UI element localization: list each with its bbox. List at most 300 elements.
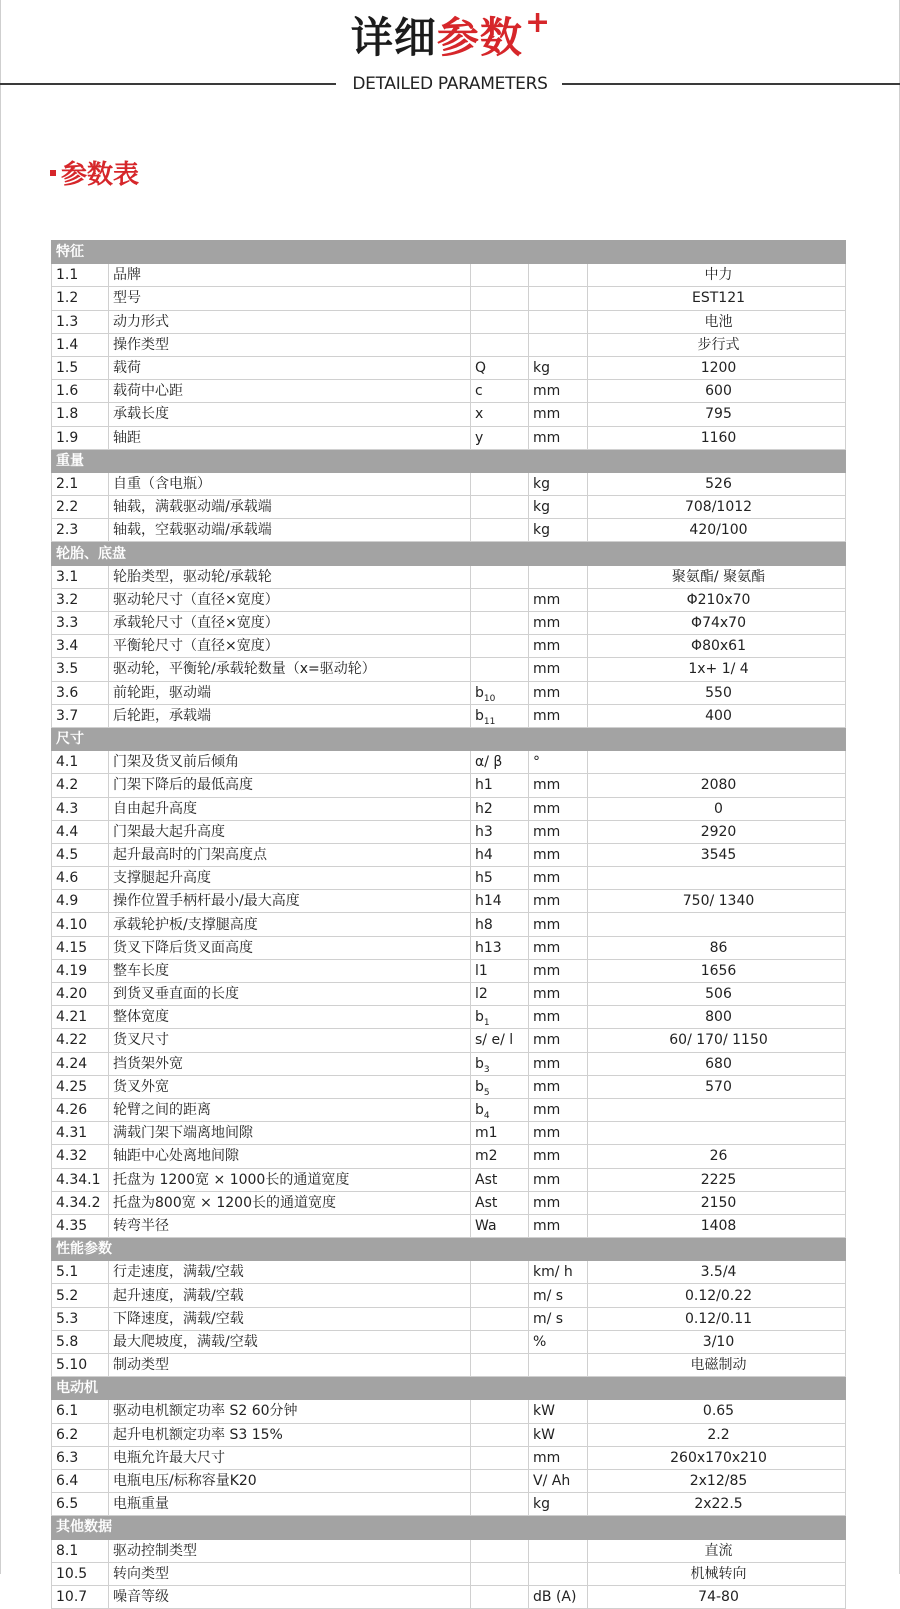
title-part-1: 详细 (350, 13, 437, 62)
param-name-cell: 制动类型 (109, 1354, 471, 1377)
param-value-cell: Φ210x70 (588, 588, 846, 611)
param-code-cell: 1.1 (52, 264, 109, 287)
param-unit-cell: mm (529, 635, 588, 658)
param-code-cell: 1.6 (52, 380, 109, 403)
table-row (52, 1493, 846, 1516)
param-value-cell: 1408 (588, 1214, 846, 1237)
param-name-cell: 动力形式 (109, 310, 471, 333)
param-value-cell: 2225 (588, 1168, 846, 1191)
param-value-cell: 3/10 (588, 1330, 846, 1353)
param-name-cell: 转弯半径 (109, 1214, 471, 1237)
param-unit-cell: mm (529, 843, 588, 866)
param-unit-cell (529, 1354, 588, 1377)
param-code-cell: 3.1 (52, 565, 109, 588)
param-value-cell: 机械转向 (588, 1562, 846, 1585)
param-code-cell: 3.3 (52, 612, 109, 635)
param-code-cell: 5.1 (52, 1261, 109, 1284)
table-row (52, 1214, 846, 1237)
param-unit-cell: mm (529, 681, 588, 704)
param-unit-cell: mm (529, 936, 588, 959)
param-code-cell: 1.8 (52, 403, 109, 426)
param-symbol-cell: h3 (471, 820, 529, 843)
param-value-cell: 2920 (588, 820, 846, 843)
param-unit-cell: mm (529, 774, 588, 797)
param-value-cell: 1160 (588, 426, 846, 449)
param-symbol-cell (471, 658, 529, 681)
param-value-cell: 506 (588, 983, 846, 1006)
param-code-cell: 5.8 (52, 1330, 109, 1353)
param-name-cell: 操作位置手柄杆最小/最大高度 (109, 890, 471, 913)
param-value-cell: 86 (588, 936, 846, 959)
param-code-cell: 4.34.1 (52, 1168, 109, 1191)
param-name-cell: 自由起升高度 (109, 797, 471, 820)
table-row (52, 820, 846, 843)
param-value-cell: 1200 (588, 356, 846, 379)
param-symbol-cell: l2 (471, 983, 529, 1006)
param-value-cell (588, 1098, 846, 1121)
param-code-cell: 10.5 (52, 1562, 109, 1585)
param-symbol-cell: h2 (471, 797, 529, 820)
param-unit-cell: mm (529, 1191, 588, 1214)
table-row (52, 704, 846, 727)
param-name-cell: 前轮距，驱动端 (109, 681, 471, 704)
param-code-cell: 4.31 (52, 1122, 109, 1145)
param-symbol-cell: h13 (471, 936, 529, 959)
param-name-cell: 轴距中心处离地间隙 (109, 1145, 471, 1168)
param-code-cell: 4.3 (52, 797, 109, 820)
param-symbol-cell (471, 565, 529, 588)
param-value-cell: 570 (588, 1075, 846, 1098)
param-name-cell: 承载长度 (109, 403, 471, 426)
param-code-cell: 3.2 (52, 588, 109, 611)
param-code-cell: 4.25 (52, 1075, 109, 1098)
param-code-cell: 1.9 (52, 426, 109, 449)
page-subtitle: DETAILED PARAMETERS (352, 74, 548, 94)
param-name-cell: 电瓶电压/标称容量K20 (109, 1469, 471, 1492)
param-symbol-cell (471, 310, 529, 333)
table-row (52, 1423, 846, 1446)
param-unit-cell: V/ Ah (529, 1469, 588, 1492)
param-code-cell: 3.7 (52, 704, 109, 727)
param-value-cell: 795 (588, 403, 846, 426)
param-unit-cell: mm (529, 658, 588, 681)
param-code-cell: 4.1 (52, 751, 109, 774)
param-symbol-cell (471, 519, 529, 542)
param-symbol-cell: $b_{10}$ (471, 681, 529, 704)
param-name-cell: 轮臂之间的距离 (109, 1098, 471, 1121)
param-symbol-cell (471, 333, 529, 356)
param-symbol-cell: h8 (471, 913, 529, 936)
param-symbol-cell (471, 1493, 529, 1516)
subscript: 4 (483, 1110, 490, 1121)
param-unit-cell (529, 287, 588, 310)
param-code-cell: 2.2 (52, 496, 109, 519)
param-symbol-cell: $b_{11}$ (471, 704, 529, 727)
subscript: 3 (483, 1064, 490, 1075)
table-row (52, 287, 846, 310)
table-row (52, 658, 846, 681)
param-value-cell: 2150 (588, 1191, 846, 1214)
page-title (0, 5, 900, 71)
param-symbol-cell (471, 1307, 529, 1330)
param-symbol-cell: Ast (471, 1168, 529, 1191)
param-unit-cell: mm (529, 1029, 588, 1052)
param-code-cell: 4.34.2 (52, 1191, 109, 1214)
param-code-cell: 3.5 (52, 658, 109, 681)
page-header (0, 0, 900, 100)
param-unit-cell: kg (529, 356, 588, 379)
param-name-cell: 驱动轮尺寸（直径×宽度） (109, 588, 471, 611)
param-symbol-cell: y (471, 426, 529, 449)
param-symbol-cell: h14 (471, 890, 529, 913)
param-symbol-cell (471, 612, 529, 635)
param-code-cell: 3.4 (52, 635, 109, 658)
param-symbol-cell (471, 1261, 529, 1284)
param-name-cell: 整车长度 (109, 959, 471, 982)
param-unit-cell: dB (A) (529, 1585, 588, 1608)
param-symbol-cell: l1 (471, 959, 529, 982)
param-name-cell: 平衡轮尺寸（直径×宽度） (109, 635, 471, 658)
param-value-cell: 1656 (588, 959, 846, 982)
param-symbol-cell: $b_4$ (471, 1098, 529, 1121)
param-code-cell: 2.3 (52, 519, 109, 542)
param-value-cell: 420/100 (588, 519, 846, 542)
param-name-cell: 驱动轮，平衡轮/承载轮数量（x=驱动轮） (109, 658, 471, 681)
section-heading (50, 154, 139, 191)
param-symbol-cell: s/ e/ l (471, 1029, 529, 1052)
param-value-cell: 电磁制动 (588, 1354, 846, 1377)
param-name-cell: 起升速度，满载/空载 (109, 1284, 471, 1307)
param-value-cell: 2.2 (588, 1423, 846, 1446)
table-row (52, 867, 846, 890)
param-unit-cell: mm (529, 1075, 588, 1098)
param-value-cell: 1x+ 1/ 4 (588, 658, 846, 681)
param-code-cell: 1.3 (52, 310, 109, 333)
param-code-cell: 4.21 (52, 1006, 109, 1029)
param-value-cell: Φ80x61 (588, 635, 846, 658)
table-row (52, 1354, 846, 1377)
param-name-cell: 轴载，空载驱动端/承载端 (109, 519, 471, 542)
table-row (52, 681, 846, 704)
param-symbol-cell: $b_1$ (471, 1006, 529, 1029)
param-value-cell: 0.12/0.22 (588, 1284, 846, 1307)
param-value-cell (588, 913, 846, 936)
param-value-cell: EST121 (588, 287, 846, 310)
table-row (52, 1075, 846, 1098)
param-value-cell: Φ74x70 (588, 612, 846, 635)
param-unit-cell: mm (529, 890, 588, 913)
param-value-cell: 0.65 (588, 1400, 846, 1423)
param-value-cell: 2x22.5 (588, 1493, 846, 1516)
param-symbol-cell: h5 (471, 867, 529, 890)
param-value-cell: 550 (588, 681, 846, 704)
param-symbol-cell: $b_5$ (471, 1075, 529, 1098)
param-name-cell: 起升电机额定功率 S3 15% (109, 1423, 471, 1446)
param-code-cell: 4.6 (52, 867, 109, 890)
param-name-cell: 货叉尺寸 (109, 1029, 471, 1052)
param-name-cell: 转向类型 (109, 1562, 471, 1585)
param-name-cell: 托盘为800宽 × 1200长的通道宽度 (109, 1191, 471, 1214)
param-name-cell: 行走速度，满载/空载 (109, 1261, 471, 1284)
table-row (52, 403, 846, 426)
param-name-cell: 整体宽度 (109, 1006, 471, 1029)
param-name-cell: 承载轮护板/支撑腿高度 (109, 913, 471, 936)
param-symbol-cell: h1 (471, 774, 529, 797)
param-unit-cell: ° (529, 751, 588, 774)
param-code-cell: 4.2 (52, 774, 109, 797)
param-value-cell: 600 (588, 380, 846, 403)
param-unit-cell: kg (529, 1493, 588, 1516)
param-symbol-cell (471, 1539, 529, 1562)
param-unit-cell: kg (529, 472, 588, 495)
param-name-cell: 满载门架下端离地间隙 (109, 1122, 471, 1145)
param-name-cell: 下降速度，满载/空载 (109, 1307, 471, 1330)
param-symbol-cell (471, 1284, 529, 1307)
param-code-cell: 4.19 (52, 959, 109, 982)
group-header-row (52, 1238, 846, 1261)
table-row (52, 1307, 846, 1330)
param-name-cell: 支撑腿起升高度 (109, 867, 471, 890)
param-name-cell: 驱动控制类型 (109, 1539, 471, 1562)
table-row (52, 797, 846, 820)
param-symbol-cell (471, 1354, 529, 1377)
param-symbol-cell (471, 1446, 529, 1469)
param-value-cell: 直流 (588, 1539, 846, 1562)
param-symbol-cell (471, 496, 529, 519)
param-unit-cell: mm (529, 1446, 588, 1469)
group-header-label: 性能参数 (52, 1238, 846, 1261)
param-unit-cell (529, 1539, 588, 1562)
param-symbol-cell (471, 1330, 529, 1353)
table-row (52, 774, 846, 797)
param-unit-cell: kW (529, 1423, 588, 1446)
param-unit-cell (529, 565, 588, 588)
param-value-cell (588, 867, 846, 890)
param-symbol-cell: x (471, 403, 529, 426)
param-code-cell: 3.6 (52, 681, 109, 704)
param-code-cell: 4.20 (52, 983, 109, 1006)
param-symbol-cell (471, 1423, 529, 1446)
group-header-label: 电动机 (52, 1377, 846, 1400)
param-value-cell: 步行式 (588, 333, 846, 356)
param-code-cell: 5.2 (52, 1284, 109, 1307)
param-unit-cell (529, 333, 588, 356)
plus-icon: + (524, 5, 552, 40)
param-symbol-cell (471, 264, 529, 287)
table-row (52, 1539, 846, 1562)
param-unit-cell: mm (529, 1098, 588, 1121)
param-name-cell: 轴距 (109, 426, 471, 449)
param-code-cell: 6.4 (52, 1469, 109, 1492)
param-code-cell: 5.3 (52, 1307, 109, 1330)
param-value-cell: 聚氨酯/ 聚氨酯 (588, 565, 846, 588)
param-symbol-cell: $b_3$ (471, 1052, 529, 1075)
param-code-cell: 4.24 (52, 1052, 109, 1075)
param-symbol-cell (471, 287, 529, 310)
page-border-left (0, 0, 1, 1574)
param-name-cell: 起升最高时的门架高度点 (109, 843, 471, 866)
param-code-cell: 1.4 (52, 333, 109, 356)
section-title: 参数表 (61, 160, 140, 190)
param-code-cell: 6.1 (52, 1400, 109, 1423)
param-value-cell: 526 (588, 472, 846, 495)
param-unit-cell: kW (529, 1400, 588, 1423)
table-row (52, 959, 846, 982)
param-unit-cell: kg (529, 519, 588, 542)
param-name-cell: 到货叉垂直面的长度 (109, 983, 471, 1006)
table-row (52, 1469, 846, 1492)
param-unit-cell (529, 264, 588, 287)
param-symbol-cell: Wa (471, 1214, 529, 1237)
group-header-row (52, 1377, 846, 1400)
table-row (52, 333, 846, 356)
table-row (52, 588, 846, 611)
param-unit-cell: mm (529, 959, 588, 982)
param-value-cell: 2x12/85 (588, 1469, 846, 1492)
param-unit-cell: mm (529, 426, 588, 449)
table-row (52, 1098, 846, 1121)
param-unit-cell: mm (529, 1052, 588, 1075)
param-value-cell (588, 1122, 846, 1145)
param-code-cell: 4.9 (52, 890, 109, 913)
param-symbol-cell: m1 (471, 1122, 529, 1145)
param-value-cell: 400 (588, 704, 846, 727)
param-value-cell: 中力 (588, 264, 846, 287)
param-unit-cell: mm (529, 913, 588, 936)
param-name-cell: 托盘为 1200宽 × 1000长的通道宽度 (109, 1168, 471, 1191)
param-name-cell: 货叉外宽 (109, 1075, 471, 1098)
param-value-cell: 74-80 (588, 1585, 846, 1608)
param-code-cell: 10.7 (52, 1585, 109, 1608)
param-unit-cell: mm (529, 1006, 588, 1029)
param-value-cell: 26 (588, 1145, 846, 1168)
param-name-cell: 最大爬坡度，满载/空载 (109, 1330, 471, 1353)
title-part-2: 参数 (436, 13, 523, 62)
param-name-cell: 操作类型 (109, 333, 471, 356)
param-name-cell: 噪音等级 (109, 1585, 471, 1608)
group-header-label: 尺寸 (52, 727, 846, 750)
param-symbol-cell: Q (471, 356, 529, 379)
param-name-cell: 电瓶允许最大尺寸 (109, 1446, 471, 1469)
param-name-cell: 门架下降后的最低高度 (109, 774, 471, 797)
table-row (52, 1446, 846, 1469)
param-unit-cell: mm (529, 588, 588, 611)
table-row (52, 1052, 846, 1075)
table-row (52, 1191, 846, 1214)
param-unit-cell: kg (529, 496, 588, 519)
table-row (52, 751, 846, 774)
group-header-label: 特征 (52, 241, 846, 264)
param-name-cell: 载荷 (109, 356, 471, 379)
group-header-row (52, 449, 846, 472)
square-bullet-icon (50, 170, 56, 176)
param-value-cell: 电池 (588, 310, 846, 333)
table-row (52, 472, 846, 495)
param-code-cell: 4.35 (52, 1214, 109, 1237)
table-row (52, 890, 846, 913)
table-row (52, 913, 846, 936)
param-unit-cell: mm (529, 1214, 588, 1237)
param-symbol-cell (471, 1469, 529, 1492)
table-row (52, 519, 846, 542)
group-header-label: 其他数据 (52, 1516, 846, 1539)
param-symbol-cell (471, 588, 529, 611)
table-row (52, 310, 846, 333)
table-row (52, 380, 846, 403)
param-name-cell: 挡货架外宽 (109, 1052, 471, 1075)
subscript: 1 (483, 1018, 490, 1029)
param-code-cell: 6.2 (52, 1423, 109, 1446)
table-row (52, 1029, 846, 1052)
param-symbol-cell: m2 (471, 1145, 529, 1168)
table-row (52, 356, 846, 379)
parameter-table-body (52, 241, 846, 1609)
param-unit-cell: m/ s (529, 1307, 588, 1330)
table-row (52, 1261, 846, 1284)
table-row (52, 426, 846, 449)
param-value-cell: 680 (588, 1052, 846, 1075)
param-code-cell: 4.4 (52, 820, 109, 843)
subscript: 5 (483, 1087, 490, 1098)
table-row (52, 843, 846, 866)
param-unit-cell: mm (529, 1122, 588, 1145)
param-symbol-cell: h4 (471, 843, 529, 866)
group-header-label: 重量 (52, 449, 846, 472)
param-unit-cell: mm (529, 983, 588, 1006)
param-code-cell: 2.1 (52, 472, 109, 495)
param-unit-cell: mm (529, 820, 588, 843)
param-unit-cell: mm (529, 612, 588, 635)
param-value-cell: 3545 (588, 843, 846, 866)
param-symbol-cell: c (471, 380, 529, 403)
param-unit-cell: mm (529, 1145, 588, 1168)
group-header-row (52, 1516, 846, 1539)
param-unit-cell (529, 310, 588, 333)
table-row (52, 1122, 846, 1145)
param-symbol-cell (471, 1585, 529, 1608)
table-row (52, 565, 846, 588)
parameter-table (51, 240, 846, 1609)
param-value-cell: 2080 (588, 774, 846, 797)
param-symbol-cell (471, 472, 529, 495)
param-code-cell: 4.22 (52, 1029, 109, 1052)
param-unit-cell: mm (529, 867, 588, 890)
param-code-cell: 8.1 (52, 1539, 109, 1562)
param-code-cell: 4.15 (52, 936, 109, 959)
param-value-cell: 800 (588, 1006, 846, 1029)
table-row (52, 264, 846, 287)
param-name-cell: 驱动电机额定功率 S2 60分钟 (109, 1400, 471, 1423)
param-name-cell: 承载轮尺寸（直径×宽度） (109, 612, 471, 635)
param-code-cell: 1.5 (52, 356, 109, 379)
param-unit-cell: % (529, 1330, 588, 1353)
param-code-cell: 4.32 (52, 1145, 109, 1168)
param-value-cell: 0.12/0.11 (588, 1307, 846, 1330)
param-value-cell: 60/ 170/ 1150 (588, 1029, 846, 1052)
param-name-cell: 货叉下降后货叉面高度 (109, 936, 471, 959)
param-code-cell: 1.2 (52, 287, 109, 310)
group-header-label: 轮胎、底盘 (52, 542, 846, 565)
table-row (52, 1330, 846, 1353)
table-row (52, 936, 846, 959)
param-value-cell: 260x170x210 (588, 1446, 846, 1469)
param-value-cell (588, 751, 846, 774)
param-unit-cell: m/ s (529, 1284, 588, 1307)
subscript: 11 (483, 716, 496, 727)
param-unit-cell: mm (529, 704, 588, 727)
group-header-row (52, 727, 846, 750)
param-name-cell: 轴载，满载驱动端/承载端 (109, 496, 471, 519)
